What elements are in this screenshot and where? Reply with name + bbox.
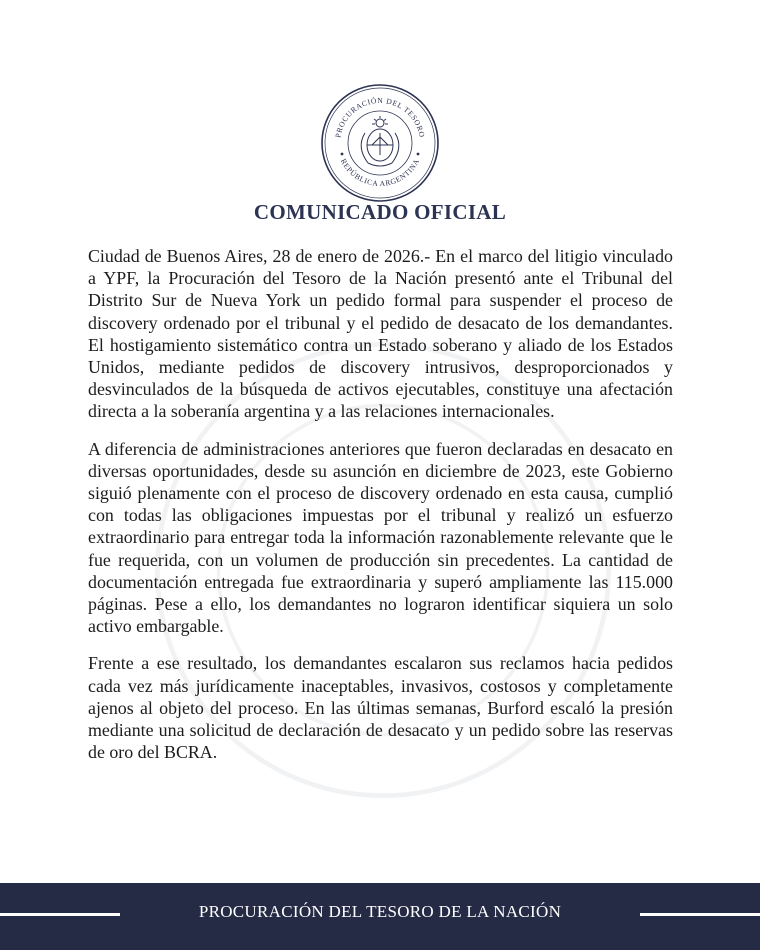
svg-text:REPÚBLICA ARGENTINA	[339, 157, 421, 188]
communique-body	[88, 245, 673, 778]
paragraph-3: Frente a ese resultado, los demandantes escalaron sus reclamos hacia pedidos cada vez más jurídicamente inaceptables, invasivos, costosos y completamente ajenos al objeto del proceso. En las últimas semanas, Burford escaló la presión mediante una solicitud de declaración de desacato y un pedido sobre las reservas de oro del BCRA.	[88, 653, 673, 763]
paragraph-2: A diferencia de administraciones anteriores que fueron declaradas en desacato en diversas oportunidades, desde su asunción en diciembre de 2023, este Gobierno siguió plenamente con el proceso de discovery ordenado en esta causa, cumplió con todas las obligaciones impuestas por el tribunal y realizó un esfuerzo extraordinario para entregar toda la información razonablemente relevante que le fue requerida, con un volumen de producción sin precedentes. La cantidad de documentación entregada fue extraordinaria y superó ampliamente las 115.000 páginas. Pese a ello, los demandantes no lograron identificar siquiera un solo activo embargable.	[88, 438, 673, 637]
footer-text: PROCURACIÓN DEL TESORO DE LA NACIÓN	[198, 902, 562, 921]
footer-divider-left	[0, 913, 120, 916]
seal-top-text: PROCURACIÓN DEL TESORO	[333, 95, 427, 139]
page-title: COMUNICADO OFICIAL	[253, 200, 507, 224]
procuracion-seal-icon	[320, 83, 440, 203]
footer-bar	[0, 883, 760, 950]
paragraph-1: Ciudad de Buenos Aires, 28 de enero de 2026.- En el marco del litigio vinculado a YPF, la Procuración del Tesoro de la Nación presentó ante el Tribunal del Distrito Sur de Nueva York un pedido formal para suspender el proceso de discovery ordenado por el tribunal y el pedido de desacato de los demandantes. El hostigamiento sistemático contra un Estado soberano y aliado de los Estados Unidos, mediante pedidos de discovery intrusivos, desproporcionados y desvinculados de la búsqueda de activos ejecutables, constituye una afectación directa a la soberanía argentina y a las relaciones internacionales.	[88, 246, 673, 422]
seal-bottom-text: REPÚBLICA ARGENTINA	[338, 157, 422, 189]
footer-divider-right	[640, 913, 760, 916]
